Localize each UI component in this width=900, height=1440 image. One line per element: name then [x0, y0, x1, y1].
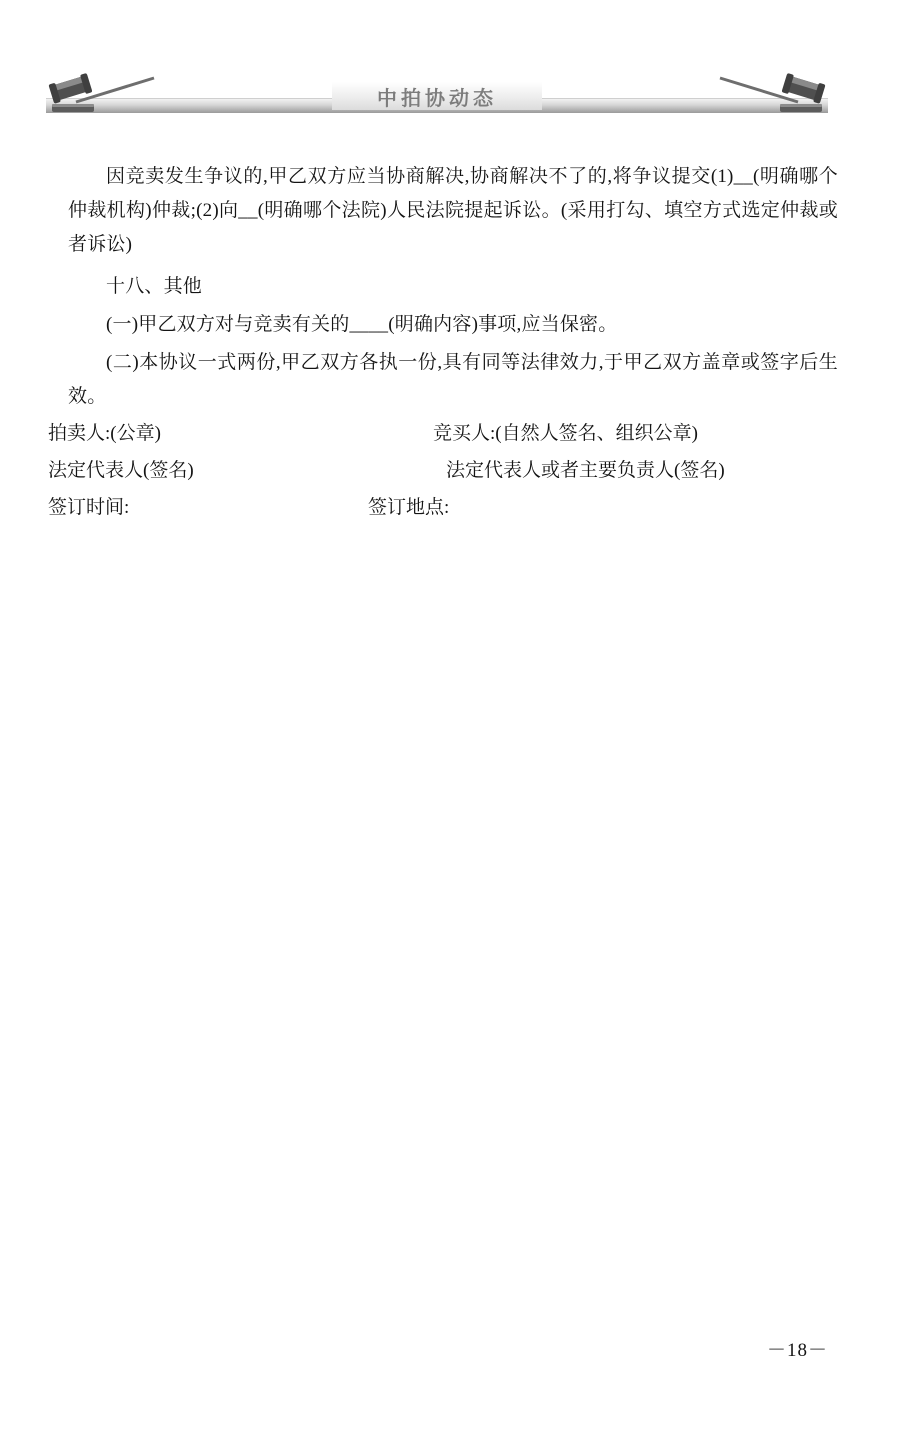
- signing-time-label: 签订时间:: [48, 497, 130, 518]
- gavel-icon: [46, 70, 156, 114]
- signature-row: [48, 489, 848, 526]
- page-header: [46, 68, 828, 128]
- section-heading-other: 十八、其他: [106, 276, 203, 297]
- bidder-seal-label: 竞买人:(自然人签名、组织公章): [433, 423, 698, 444]
- paragraph-dispute-resolution: 因竞卖发生争议的,甲乙双方应当协商解决,协商解决不了的,将争议提交(1)__(明确哪个仲裁机构)仲裁;(2)向__(明确哪个法院)人民法院提起诉讼。(采用打勾、填空方式选定仲裁或者诉讼): [68, 166, 838, 255]
- document-body: [68, 160, 838, 418]
- bidder-legal-representative-label: 法定代表人或者主要负责人(签名): [446, 460, 725, 481]
- signature-row: [48, 415, 848, 452]
- gavel-icon: [718, 70, 828, 114]
- page-number: －18－: [766, 1340, 828, 1361]
- signature-block: [48, 415, 848, 526]
- paragraph-confidentiality: (一)甲乙双方对与竞卖有关的____(明确内容)事项,应当保密。: [106, 314, 618, 335]
- legal-representative-label: 法定代表人(签名): [48, 460, 194, 481]
- header-title-plate: [332, 82, 542, 110]
- auctioneer-seal-label: 拍卖人:(公章): [48, 423, 161, 444]
- paragraph-copies-effect: (二)本协议一式两份,甲乙双方各执一份,具有同等法律效力,于甲乙双方盖章或签字后生效。: [68, 352, 838, 407]
- signing-place-label: 签订地点:: [368, 497, 450, 518]
- signature-row: [48, 452, 848, 489]
- page-title: 中拍协动态: [377, 85, 497, 110]
